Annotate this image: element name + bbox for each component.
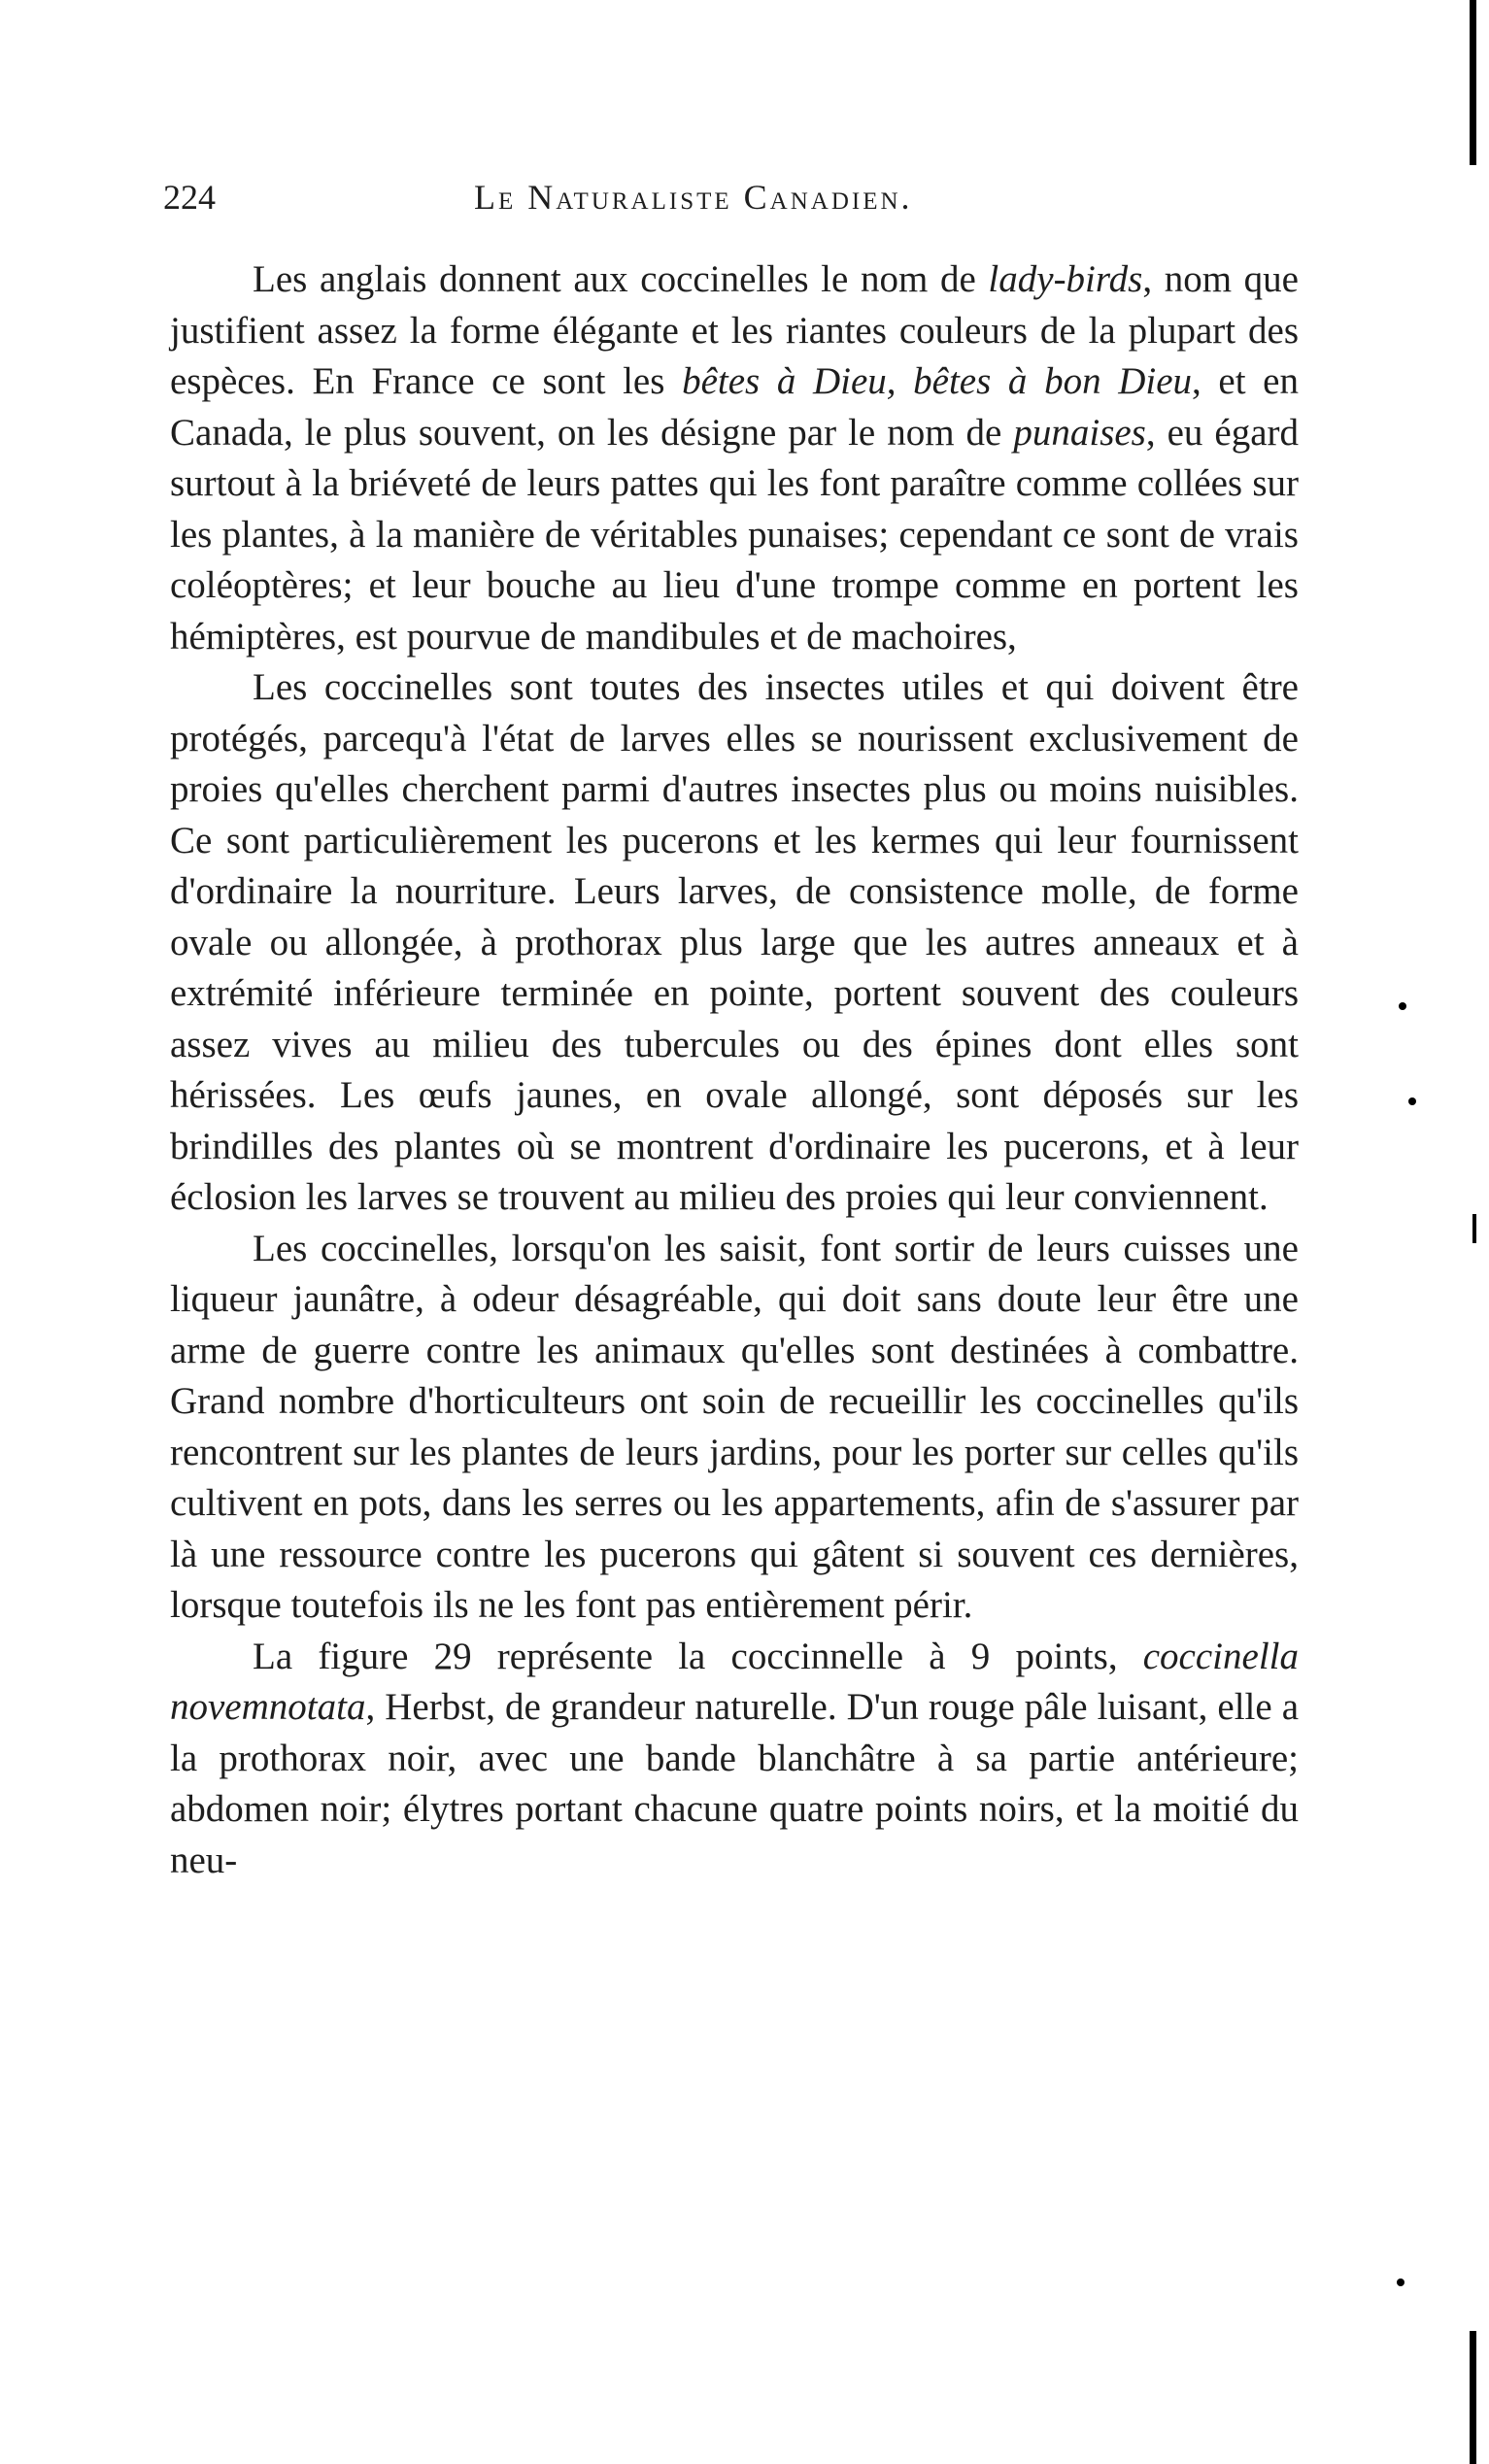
italic-text: bêtes à Dieu, bêtes à bon Dieu bbox=[682, 360, 1193, 402]
scan-speck bbox=[1397, 2278, 1404, 2286]
text-run: Les coccinelles sont toutes des insectes utiles et qui doivent être protégés, parcequ'à l'état de larves elles se nourissent exclusivement de proies qu'elles cherchent parmi d'autres insectes plus ou moins nuisibles. Ce sont particulièrement les pucerons et les kermes qui leur fournissent d'ordinaire la nourriture. Leurs larves, de consistence molle, de forme ovale ou allongée, à prothorax plus large que les autres anneaux et à extrémité inférieure terminée en pointe, portent souvent des couleurs assez vives au milieu des tubercules ou des épines dont elles sont hérissées. Les œufs jaunes, en ovale allongé, sont déposés sur les brindilles des plantes où se montrent d'ordinaire les pucerons, et à leur éclosion les larves se trouvent au milieu des proies qui leur conviennent. bbox=[170, 666, 1299, 1218]
italic-text: lady-birds bbox=[988, 258, 1143, 300]
italic-text: coccinella novemnotata bbox=[170, 1635, 1299, 1728]
text-run: , nom que justifient assez la forme élégante et les riantes couleurs de la plupart des espèces. En France ce sont les bbox=[170, 258, 1299, 402]
body-text bbox=[170, 254, 1299, 1886]
text-run: , et en Canada, le plus souvent, on les désigne par le nom de bbox=[170, 360, 1299, 454]
text-run: Les coccinelles, lorsqu'on les saisit, font sortir de leurs cuisses une liqueur jaunâtre, à odeur désagréable, qui doit sans doute leur être une arme de guerre contre les animaux qu'elles sont destinées à combattre. Grand nombre d'horticulteurs ont soin de recueillir les coccinelles qu'ils rencontrent sur les plantes de leurs jardins, pour les porter sur celles qu'ils cultivent en pots, dans les serres ou les appartements, afin de s'assurer par là une ressource contre les pucerons qui gâtent si souvent ces dernières, lorsque toutefois ils ne les font pas entièrement périr. bbox=[170, 1227, 1299, 1626]
scan-edge-mark bbox=[1472, 1214, 1476, 1243]
paragraph bbox=[170, 1224, 1299, 1632]
scan-edge-mark bbox=[1470, 2331, 1476, 2464]
paragraph bbox=[170, 1632, 1299, 1887]
text-run: Les anglais donnent aux coccinelles le nom de bbox=[253, 258, 989, 300]
page-number: 224 bbox=[163, 178, 216, 217]
scan-edge-mark bbox=[1470, 0, 1476, 165]
paragraph bbox=[170, 254, 1299, 662]
running-title: Le Naturaliste Canadien. bbox=[474, 178, 913, 217]
text-run: , eu égard surtout à la briéveté de leurs pattes qui les font paraître comme collées sur les plantes, à la manière de véritables punaises; cependant ce sont de vrais coléoptères; et leur bouche au lieu d'une trompe comme en portent les hémiptères, est pourvue de mandibules et de machoires, bbox=[170, 411, 1300, 658]
paragraph bbox=[170, 662, 1299, 1224]
scan-speck bbox=[1399, 1002, 1406, 1010]
text-run: La figure 29 représente la coccinnelle à 9 points, bbox=[253, 1635, 1143, 1677]
page-header bbox=[163, 177, 1300, 235]
scan-speck bbox=[1408, 1097, 1416, 1105]
text-run: , Herbst, de grandeur naturelle. D'un rouge pâle luisant, elle a la prothorax noir, avec une bande blanchâtre à sa partie antérieure; abdomen noir; élytres portant chacune quatre points noirs, et la moitié du neu- bbox=[170, 1686, 1299, 1881]
italic-text: punaises bbox=[1013, 411, 1146, 454]
